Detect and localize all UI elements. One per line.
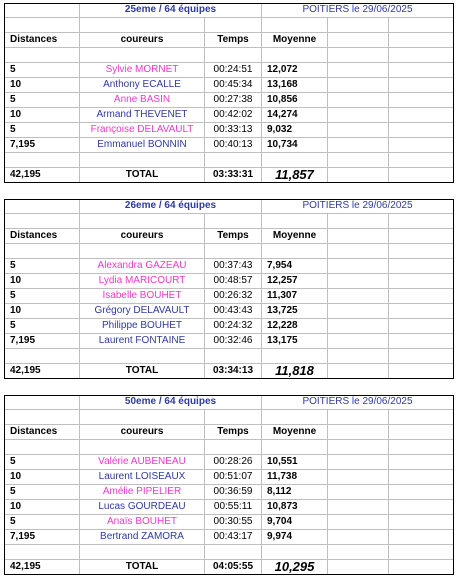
empty-cell bbox=[261, 18, 327, 33]
total-time: 03:33:31 bbox=[204, 168, 261, 183]
empty-cell bbox=[388, 319, 454, 334]
empty-cell bbox=[204, 18, 261, 33]
runner-row bbox=[4, 319, 454, 334]
empty-cell bbox=[388, 153, 454, 168]
empty-cell bbox=[327, 364, 388, 379]
runner-row bbox=[4, 455, 454, 470]
empty-cell bbox=[79, 153, 204, 168]
empty-cell bbox=[327, 168, 388, 183]
runner-row bbox=[4, 334, 454, 349]
runner-distance: 7,195 bbox=[4, 138, 79, 153]
total-label: TOTAL bbox=[79, 560, 204, 575]
empty-cell bbox=[388, 93, 454, 108]
empty-cell bbox=[327, 259, 388, 274]
total-row bbox=[4, 168, 454, 183]
runner-time: 00:37:43 bbox=[204, 259, 261, 274]
spacer-row bbox=[4, 440, 454, 455]
runner-average: 9,974 bbox=[261, 530, 327, 545]
runner-distance: 5 bbox=[4, 289, 79, 304]
empty-cell bbox=[327, 229, 388, 244]
runner-time: 00:33:13 bbox=[204, 123, 261, 138]
header-coureurs: coureurs bbox=[79, 229, 204, 244]
empty-cell bbox=[388, 33, 454, 48]
empty-cell bbox=[4, 410, 79, 425]
empty-cell bbox=[327, 470, 388, 485]
header-distances: Distances bbox=[4, 229, 79, 244]
empty-cell bbox=[327, 108, 388, 123]
runner-name: Anne BASIN bbox=[79, 93, 204, 108]
runner-distance: 5 bbox=[4, 93, 79, 108]
runner-time: 00:24:32 bbox=[204, 319, 261, 334]
runner-time: 00:43:17 bbox=[204, 530, 261, 545]
empty-cell bbox=[261, 214, 327, 229]
empty-cell bbox=[327, 123, 388, 138]
runner-name: Sylvie MORNET bbox=[79, 63, 204, 78]
empty-cell bbox=[388, 470, 454, 485]
empty-cell bbox=[79, 18, 204, 33]
empty-cell bbox=[79, 440, 204, 455]
runner-distance: 10 bbox=[4, 78, 79, 93]
empty-cell bbox=[327, 319, 388, 334]
spacer-row bbox=[4, 48, 454, 63]
runner-name: Laurent FONTAINE bbox=[79, 334, 204, 349]
empty-cell bbox=[388, 229, 454, 244]
runner-time: 00:48:57 bbox=[204, 274, 261, 289]
team-rank-title: 50eme / 64 équipes bbox=[79, 395, 261, 410]
spacer-row bbox=[4, 214, 454, 229]
empty-cell bbox=[388, 455, 454, 470]
empty-cell bbox=[204, 349, 261, 364]
empty-cell bbox=[327, 289, 388, 304]
empty-cell bbox=[327, 153, 388, 168]
spacer-row bbox=[4, 18, 454, 33]
empty-cell bbox=[327, 93, 388, 108]
runner-distance: 5 bbox=[4, 63, 79, 78]
runner-name: Lydia MARICOURT bbox=[79, 274, 204, 289]
empty-cell bbox=[327, 545, 388, 560]
runner-average: 12,257 bbox=[261, 274, 327, 289]
column-header-row bbox=[4, 33, 454, 48]
team-rank-title: 26eme / 64 équipes bbox=[79, 199, 261, 214]
runner-average: 10,873 bbox=[261, 500, 327, 515]
empty-cell bbox=[327, 274, 388, 289]
header-distances: Distances bbox=[4, 33, 79, 48]
spacer-row bbox=[4, 153, 454, 168]
runner-name: Lucas GOURDEAU bbox=[79, 500, 204, 515]
team-rank-title: 25eme / 64 équipes bbox=[79, 3, 261, 18]
total-label: TOTAL bbox=[79, 364, 204, 379]
runner-distance: 10 bbox=[4, 470, 79, 485]
runner-average: 14,274 bbox=[261, 108, 327, 123]
runner-distance: 7,195 bbox=[4, 530, 79, 545]
runner-time: 00:43:43 bbox=[204, 304, 261, 319]
empty-cell bbox=[388, 78, 454, 93]
runner-name: Alexandra GAZEAU bbox=[79, 259, 204, 274]
empty-cell bbox=[261, 545, 327, 560]
header-coureurs: coureurs bbox=[79, 425, 204, 440]
header-temps: Temps bbox=[204, 229, 261, 244]
empty-cell bbox=[327, 500, 388, 515]
runner-distance: 5 bbox=[4, 259, 79, 274]
empty-cell bbox=[327, 244, 388, 259]
empty-cell bbox=[388, 410, 454, 425]
runner-name: Anthony ECALLE bbox=[79, 78, 204, 93]
total-average: 10,295 bbox=[261, 560, 327, 575]
runner-row bbox=[4, 500, 454, 515]
runner-name: Emmanuel BONNIN bbox=[79, 138, 204, 153]
empty-cell bbox=[204, 244, 261, 259]
empty-cell bbox=[79, 349, 204, 364]
table-title-row bbox=[4, 395, 454, 410]
runner-time: 00:55:11 bbox=[204, 500, 261, 515]
empty-cell bbox=[204, 545, 261, 560]
runner-row bbox=[4, 138, 454, 153]
runner-name: Laurent LOISEAUX bbox=[79, 470, 204, 485]
runner-average: 12,228 bbox=[261, 319, 327, 334]
total-time: 04:05:55 bbox=[204, 560, 261, 575]
empty-cell bbox=[4, 244, 79, 259]
runner-average: 9,704 bbox=[261, 515, 327, 530]
runner-row bbox=[4, 515, 454, 530]
runner-row bbox=[4, 485, 454, 500]
empty-cell bbox=[261, 153, 327, 168]
empty-cell bbox=[79, 244, 204, 259]
empty-cell bbox=[388, 545, 454, 560]
runner-row bbox=[4, 274, 454, 289]
empty-cell bbox=[79, 410, 204, 425]
total-row bbox=[4, 560, 454, 575]
runner-average: 11,307 bbox=[261, 289, 327, 304]
total-time: 03:34:13 bbox=[204, 364, 261, 379]
header-moyenne: Moyenne bbox=[261, 33, 327, 48]
empty-cell bbox=[388, 274, 454, 289]
runner-row bbox=[4, 63, 454, 78]
empty-cell bbox=[4, 3, 79, 18]
runner-time: 00:45:34 bbox=[204, 78, 261, 93]
runner-name: Philippe BOUHET bbox=[79, 319, 204, 334]
empty-cell bbox=[79, 214, 204, 229]
empty-cell bbox=[327, 304, 388, 319]
total-distance: 42,195 bbox=[4, 168, 79, 183]
race-place-date: POITIERS le 29/06/2025 bbox=[261, 395, 454, 410]
column-header-row bbox=[4, 425, 454, 440]
empty-cell bbox=[204, 440, 261, 455]
empty-cell bbox=[4, 199, 79, 214]
empty-cell bbox=[4, 153, 79, 168]
empty-cell bbox=[388, 364, 454, 379]
empty-cell bbox=[4, 395, 79, 410]
empty-cell bbox=[388, 244, 454, 259]
runner-distance: 5 bbox=[4, 455, 79, 470]
runner-distance: 10 bbox=[4, 108, 79, 123]
runner-name: Amélie PIPELIER bbox=[79, 485, 204, 500]
empty-cell bbox=[388, 440, 454, 455]
runner-name: Isabelle BOUHET bbox=[79, 289, 204, 304]
empty-cell bbox=[204, 153, 261, 168]
empty-cell bbox=[4, 214, 79, 229]
empty-cell bbox=[388, 560, 454, 575]
empty-cell bbox=[327, 560, 388, 575]
runner-time: 00:40:13 bbox=[204, 138, 261, 153]
empty-cell bbox=[4, 18, 79, 33]
runner-average: 12,072 bbox=[261, 63, 327, 78]
runner-average: 8,112 bbox=[261, 485, 327, 500]
empty-cell bbox=[327, 334, 388, 349]
runner-distance: 5 bbox=[4, 319, 79, 334]
runner-distance: 7,195 bbox=[4, 334, 79, 349]
runner-time: 00:26:32 bbox=[204, 289, 261, 304]
runner-time: 00:30:55 bbox=[204, 515, 261, 530]
header-temps: Temps bbox=[204, 425, 261, 440]
runner-distance: 5 bbox=[4, 123, 79, 138]
header-moyenne: Moyenne bbox=[261, 229, 327, 244]
total-average: 11,818 bbox=[261, 364, 327, 379]
runner-row bbox=[4, 530, 454, 545]
runner-average: 7,954 bbox=[261, 259, 327, 274]
runner-average: 9,032 bbox=[261, 123, 327, 138]
results-table bbox=[4, 3, 454, 183]
empty-cell bbox=[327, 48, 388, 63]
empty-cell bbox=[388, 289, 454, 304]
empty-cell bbox=[327, 33, 388, 48]
runner-distance: 5 bbox=[4, 515, 79, 530]
runner-average: 10,551 bbox=[261, 455, 327, 470]
runner-time: 00:27:38 bbox=[204, 93, 261, 108]
runner-row bbox=[4, 470, 454, 485]
empty-cell bbox=[388, 63, 454, 78]
empty-cell bbox=[261, 48, 327, 63]
runner-name: Armand THEVENET bbox=[79, 108, 204, 123]
empty-cell bbox=[79, 545, 204, 560]
column-header-row bbox=[4, 229, 454, 244]
empty-cell bbox=[388, 18, 454, 33]
empty-cell bbox=[327, 530, 388, 545]
empty-cell bbox=[327, 63, 388, 78]
empty-cell bbox=[388, 168, 454, 183]
runner-time: 00:42:02 bbox=[204, 108, 261, 123]
total-label: TOTAL bbox=[79, 168, 204, 183]
empty-cell bbox=[388, 425, 454, 440]
runner-average: 13,725 bbox=[261, 304, 327, 319]
empty-cell bbox=[204, 410, 261, 425]
empty-cell bbox=[327, 515, 388, 530]
empty-cell bbox=[327, 138, 388, 153]
total-distance: 42,195 bbox=[4, 364, 79, 379]
runner-row bbox=[4, 259, 454, 274]
runner-name: Françoise DELAVAULT bbox=[79, 123, 204, 138]
empty-cell bbox=[388, 123, 454, 138]
total-row bbox=[4, 364, 454, 379]
empty-cell bbox=[388, 515, 454, 530]
results-table bbox=[4, 199, 454, 379]
empty-cell bbox=[388, 108, 454, 123]
spacer-row bbox=[4, 244, 454, 259]
runner-time: 00:32:46 bbox=[204, 334, 261, 349]
header-moyenne: Moyenne bbox=[261, 425, 327, 440]
total-average: 11,857 bbox=[261, 168, 327, 183]
empty-cell bbox=[388, 138, 454, 153]
runner-distance: 10 bbox=[4, 304, 79, 319]
empty-cell bbox=[327, 410, 388, 425]
runner-time: 00:24:51 bbox=[204, 63, 261, 78]
empty-cell bbox=[204, 214, 261, 229]
runner-row bbox=[4, 78, 454, 93]
empty-cell bbox=[388, 304, 454, 319]
table-title-row bbox=[4, 199, 454, 214]
runner-average: 10,734 bbox=[261, 138, 327, 153]
empty-cell bbox=[4, 440, 79, 455]
empty-cell bbox=[204, 48, 261, 63]
empty-cell bbox=[388, 500, 454, 515]
empty-cell bbox=[4, 48, 79, 63]
empty-cell bbox=[388, 259, 454, 274]
empty-cell bbox=[388, 349, 454, 364]
empty-cell bbox=[261, 440, 327, 455]
empty-cell bbox=[388, 530, 454, 545]
header-distances: Distances bbox=[4, 425, 79, 440]
empty-cell bbox=[261, 349, 327, 364]
empty-cell bbox=[261, 244, 327, 259]
runner-average: 13,175 bbox=[261, 334, 327, 349]
runner-time: 00:51:07 bbox=[204, 470, 261, 485]
empty-cell bbox=[79, 48, 204, 63]
empty-cell bbox=[388, 214, 454, 229]
empty-cell bbox=[261, 410, 327, 425]
empty-cell bbox=[388, 334, 454, 349]
empty-cell bbox=[327, 485, 388, 500]
empty-cell bbox=[4, 545, 79, 560]
empty-cell bbox=[4, 349, 79, 364]
empty-cell bbox=[327, 440, 388, 455]
runner-distance: 10 bbox=[4, 500, 79, 515]
empty-cell bbox=[388, 485, 454, 500]
spacer-row bbox=[4, 410, 454, 425]
total-distance: 42,195 bbox=[4, 560, 79, 575]
runner-average: 10,856 bbox=[261, 93, 327, 108]
runner-time: 00:36:59 bbox=[204, 485, 261, 500]
header-temps: Temps bbox=[204, 33, 261, 48]
runner-distance: 10 bbox=[4, 274, 79, 289]
header-coureurs: coureurs bbox=[79, 33, 204, 48]
runner-average: 13,168 bbox=[261, 78, 327, 93]
runner-row bbox=[4, 123, 454, 138]
empty-cell bbox=[388, 48, 454, 63]
spacer-row bbox=[4, 545, 454, 560]
table-title-row bbox=[4, 3, 454, 18]
runner-row bbox=[4, 304, 454, 319]
runner-row bbox=[4, 289, 454, 304]
runner-name: Bertrand ZAMORA bbox=[79, 530, 204, 545]
empty-cell bbox=[327, 18, 388, 33]
runner-name: Grégory DELAVAULT bbox=[79, 304, 204, 319]
race-place-date: POITIERS le 29/06/2025 bbox=[261, 199, 454, 214]
runner-average: 11,738 bbox=[261, 470, 327, 485]
empty-cell bbox=[327, 349, 388, 364]
runner-row bbox=[4, 108, 454, 123]
empty-cell bbox=[327, 78, 388, 93]
runner-name: Valérie AUBENEAU bbox=[79, 455, 204, 470]
runner-row bbox=[4, 93, 454, 108]
race-place-date: POITIERS le 29/06/2025 bbox=[261, 3, 454, 18]
empty-cell bbox=[327, 214, 388, 229]
empty-cell bbox=[327, 425, 388, 440]
results-table bbox=[4, 395, 454, 575]
empty-cell bbox=[327, 455, 388, 470]
runner-distance: 5 bbox=[4, 485, 79, 500]
runner-time: 00:28:26 bbox=[204, 455, 261, 470]
spacer-row bbox=[4, 349, 454, 364]
runner-name: Anaïs BOUHET bbox=[79, 515, 204, 530]
